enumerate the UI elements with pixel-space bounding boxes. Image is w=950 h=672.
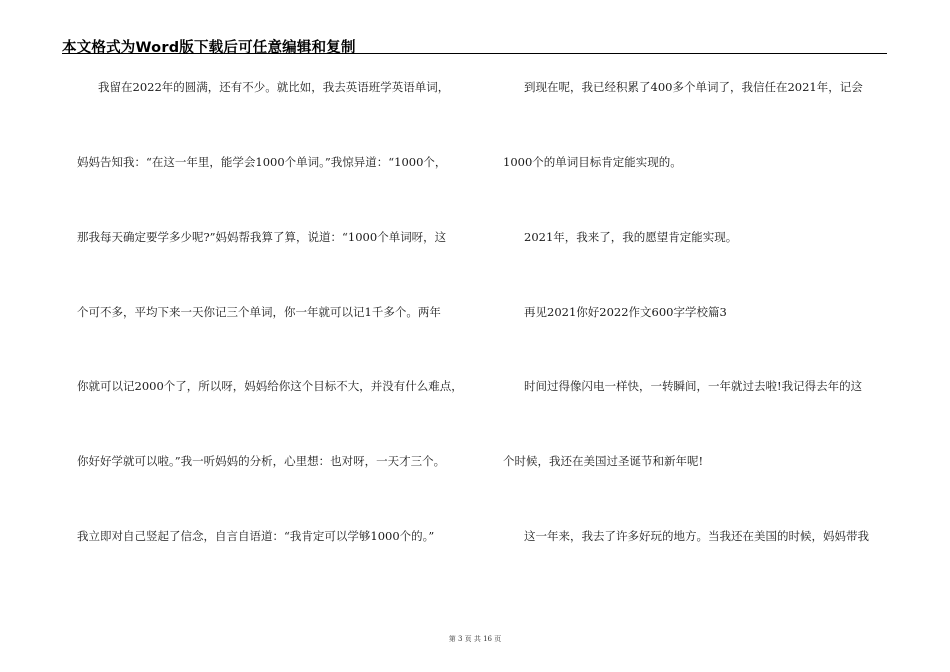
- text-line: 到现在呢，我已经积累了400多个单词了，我信任在2021年，记会: [524, 80, 863, 94]
- text-line: 我留在2022年的圆满，还有不少。就比如，我去英语班学英语单词，: [98, 80, 450, 94]
- page-footer: 第 3 页 共 16 页: [448, 635, 502, 643]
- text-line: 妈妈告知我：“在这一年里，能学会1000个单词。”我惊异道：“1000个，: [77, 155, 447, 169]
- text-line: 那我每天确定要学多少呢?”妈妈帮我算了算，说道：“1000个单词呀，这: [77, 230, 447, 244]
- text-line: 我立即对自己竖起了信念，自言自语道：“我肯定可以学够1000个的。”: [77, 529, 435, 543]
- text-line: 2021年，我来了，我的愿望肯定能实现。: [524, 230, 738, 244]
- text-line: 这一年来，我去了许多好玩的地方。当我还在美国的时候，妈妈带我: [524, 529, 869, 543]
- text-line: 个可不多，平均下来一天你记三个单词，你一年就可以记1千多个。两年: [77, 305, 441, 319]
- text-line: 再见2021你好2022作文600字学校篇3: [524, 305, 727, 319]
- text-line: 你就可以记2000个了，所以呀，妈妈给你这个目标不大，并没有什么难点，: [77, 379, 463, 393]
- page-header-title: 本文格式为Word版下载后可任意编辑和复制: [62, 40, 356, 56]
- text-line: 时间过得像闪电一样快，一转瞬间，一年就过去啦!我记得去年的这: [524, 379, 863, 393]
- header-divider: [62, 53, 887, 54]
- text-line: 个时候，我还在美国过圣诞节和新年呢!: [503, 454, 704, 468]
- text-line: 你好好学就可以啦。”我一听妈妈的分析，心里想：也对呀，一天才三个。: [77, 454, 446, 468]
- text-line: 1000个的单词目标肯定能实现的。: [503, 155, 682, 169]
